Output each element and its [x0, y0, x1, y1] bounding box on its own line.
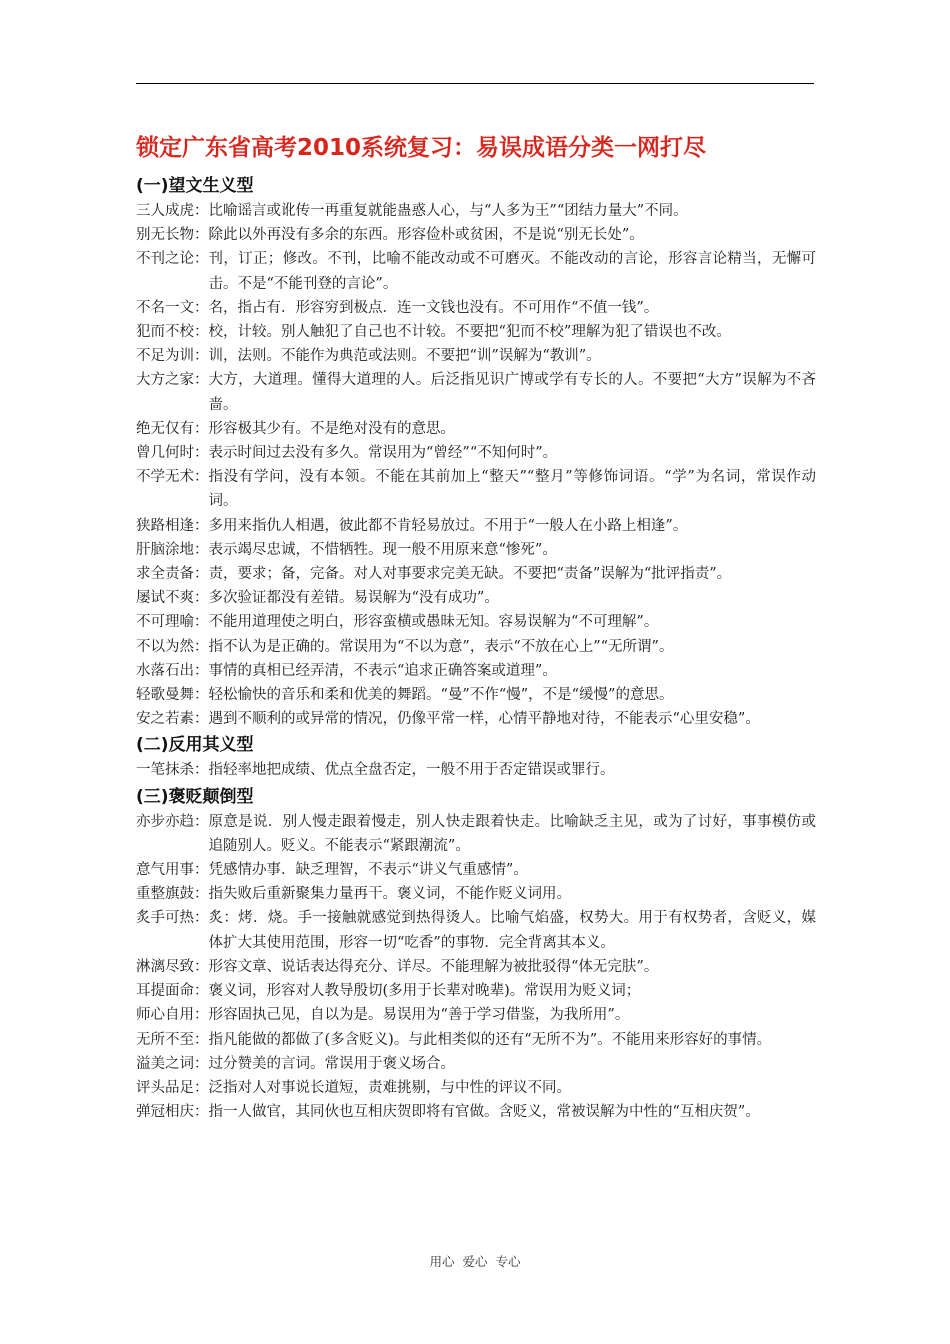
idiom-term: 轻歌曼舞：: [136, 687, 209, 704]
idiom-explanation: 指轻率地把成绩、优点全盘否定，一般不用于否定错误或罪行。: [208, 762, 615, 779]
idiom-explanation: 多用来指仇人相遇，彼此都不肯轻易放过。不用于“一般人在小路上相逢”。: [208, 517, 688, 534]
idiom-entry: [136, 635, 816, 659]
idiom-term: 曾几何时：: [136, 445, 209, 462]
idiom-term: 评头品足：: [136, 1079, 209, 1096]
header-rule: [136, 83, 814, 84]
idiom-explanation: 褒义词，形容对人教导殷切(多用于长辈对晚辈)。常误用为贬义词；: [208, 983, 641, 1000]
section-heading: (二)反用其义型: [136, 735, 254, 756]
idiom-explanation: 大方，大道理。懂得大道理的人。后泛指见识广博或学有专长的人。不要把“大方”误解为不吝啬。: [208, 372, 816, 413]
idiom-entry: [136, 465, 816, 513]
idiom-explanation: 形容文章、说话表达得充分、详尽。不能理解为被批驳得“体无完肤”。: [208, 958, 659, 975]
idiom-term: 一笔抹杀：: [136, 762, 209, 779]
idiom-entry: [136, 1100, 816, 1124]
idiom-entry: [136, 683, 816, 707]
idiom-explanation: 过分赞美的言词。常误用于褒义场合。: [208, 1055, 455, 1072]
idiom-entry: [136, 882, 816, 906]
idiom-explanation: 遇到不顺利的或异常的情况，仍像平常一样，心情平静地对待，不能表示“心里安稳”。: [208, 711, 760, 728]
idiom-term: 无所不至：: [136, 1031, 209, 1048]
idiom-entry: [136, 610, 816, 634]
idiom-explanation: 事情的真相已经弄清，不表示“追求正确答案或道理”。: [208, 662, 557, 679]
idiom-entry: [136, 199, 816, 223]
idiom-entry: [136, 538, 816, 562]
idiom-explanation: 凭感情办事．缺乏理智，不表示“讲义气重感情”。: [208, 862, 528, 879]
idiom-explanation: 炙：烤．烧。手一接触就感觉到热得烫人。比喻气焰盛，权势大。用于有权势者，含贬义，媒体扩大其使用范围，形容一切“吃香”的事物．完全背离其本义。: [208, 910, 816, 951]
page-footer: 用心 爱心 专心: [429, 1254, 521, 1269]
idiom-term: 亦步亦趋：: [136, 813, 209, 830]
idiom-entry: [136, 1003, 816, 1027]
idiom-explanation: 除此以外再没有多余的东西。形容俭朴或贫困，不是说“别无长处”。: [208, 227, 644, 244]
idiom-explanation: 指不认为是正确的。常误用为“不以为意”，表示“不放在心上”“无所谓”。: [208, 638, 674, 655]
idiom-entry: [136, 368, 816, 416]
idiom-term: 屡试不爽：: [136, 590, 209, 607]
idiom-entry: [136, 810, 816, 858]
document-title: 锁定广东省高考2010系统复习：易误成语分类一网打尽: [136, 135, 707, 161]
idiom-explanation: 指一人做官，其同伙也互相庆贺即将有官做。含贬义，常被误解为中性的“互相庆贺”。: [208, 1104, 760, 1121]
idiom-explanation: 轻松愉快的音乐和柔和优美的舞蹈。“曼”不作“慢”，不是“缓慢”的意思。: [208, 687, 674, 704]
idiom-term: 不以为然：: [136, 638, 209, 655]
idiom-term: 犯而不校：: [136, 324, 209, 341]
idiom-term: 意气用事：: [136, 862, 209, 879]
idiom-explanation: 指凡能做的都做了(多含贬义)。与此相类似的还有“无所不为”。不能用来形容好的事情。: [208, 1031, 772, 1048]
idiom-explanation: 训，法则。不能作为典范或法则。不要把“训”误解为“教训”。: [208, 348, 601, 365]
idiom-entry: [136, 979, 816, 1003]
idiom-term: 三人成虎：: [136, 203, 209, 219]
idiom-term: 求全责备：: [136, 566, 209, 583]
idiom-entry: [136, 344, 816, 368]
idiom-term: 不刊之论：: [136, 251, 209, 268]
idiom-term: 重整旗鼓：: [136, 886, 209, 903]
idiom-term: 大方之家：: [136, 372, 209, 389]
idiom-term: 淋漓尽致：: [136, 958, 209, 975]
idiom-explanation: 刊，订正；修改。不刊，比喻不能改动或不可磨灭。不能改动的言论，形容言论精当，无懈可击。不是“不能刊登的言论”。: [208, 251, 816, 292]
idiom-term: 溢美之词：: [136, 1055, 209, 1072]
idiom-explanation: 名，指占有．形容穷到极点．连一文钱也没有。不可用作“不值一钱”。: [208, 299, 659, 316]
idiom-entry: [136, 955, 816, 979]
idiom-term: 别无长物：: [136, 227, 209, 244]
idiom-explanation: 校，计较。别人触犯了自己也不计较。不要把“犯而不校”理解为犯了错误也不改。: [208, 324, 731, 341]
idiom-explanation: 不能用道理使之明白，形容蛮横或愚昧无知。容易误解为“不可理解”。: [208, 614, 659, 631]
idiom-explanation: 泛指对人对事说长道短，责难挑剔，与中性的评议不同。: [208, 1079, 571, 1096]
section-heading: (三)褒贬颠倒型: [136, 786, 254, 807]
idiom-explanation: 多次验证都没有差错。易误解为“没有成功”。: [208, 590, 499, 607]
idiom-entry: [136, 223, 816, 247]
idiom-term: 弹冠相庆：: [136, 1104, 209, 1121]
idiom-term: 不足为训：: [136, 348, 209, 365]
idiom-term: 不学无术：: [136, 469, 209, 486]
idiom-term: 安之若素：: [136, 711, 209, 728]
idiom-entry: [136, 659, 816, 683]
idiom-term: 耳提面命：: [136, 983, 209, 1000]
sections-container: [136, 174, 816, 1124]
idiom-term: 绝无仅有：: [136, 420, 209, 437]
idiom-term: 水落石出：: [136, 662, 209, 679]
idiom-term: 不可理喻：: [136, 614, 209, 631]
idiom-explanation: 形容极其少有。不是绝对没有的意思。: [208, 420, 455, 437]
idiom-term: 师心自用：: [136, 1007, 209, 1024]
idiom-entry: [136, 441, 816, 465]
idiom-term: 炙手可热：: [136, 910, 209, 927]
idiom-explanation: 表示时间过去没有多久。常误用为“曾经”“不知何时”。: [208, 445, 558, 462]
idiom-entry: [136, 562, 816, 586]
idiom-entry: [136, 247, 816, 295]
idiom-explanation: 比喻谣言或讹传一再重复就能蛊惑人心，与“人多为王”“团结力量大”不同。: [208, 203, 688, 219]
idiom-entry: [136, 858, 816, 882]
idiom-entry: [136, 417, 816, 441]
idiom-entry: [136, 707, 816, 731]
idiom-term: 肝脑涂地：: [136, 541, 209, 558]
idiom-entry: [136, 296, 816, 320]
idiom-term: 狭路相逢：: [136, 517, 209, 534]
idiom-entry: [136, 320, 816, 344]
section-heading: (一)望文生义型: [136, 176, 254, 196]
idiom-explanation: 原意是说．别人慢走跟着慢走，别人快走跟着快走。比喻缺乏主见，或为了讨好，事事模仿或追随别人。贬义。不能表示“紧跟潮流”。: [208, 813, 816, 854]
idiom-entry: [136, 906, 816, 954]
idiom-term: 不名一文：: [136, 299, 209, 316]
idiom-explanation: 形容固执己见，自以为是。易误用为“善于学习借鉴，为我所用”。: [208, 1007, 630, 1024]
idiom-entry: [136, 758, 816, 782]
idiom-entry: [136, 514, 816, 538]
idiom-explanation: 指失败后重新聚集力量再干。褒义词，不能作贬义词用。: [208, 886, 571, 903]
idiom-entry: [136, 1076, 816, 1100]
document-body: [136, 128, 816, 1124]
idiom-explanation: 指没有学问，没有本领。不能在其前加上“整天”“整月”等修饰词语。“学”为名词，常误作动词。: [208, 469, 816, 510]
idiom-entry: [136, 1052, 816, 1076]
idiom-entry: [136, 1028, 816, 1052]
idiom-explanation: 表示竭尽忠诚，不惜牺牲。现一般不用原来意“惨死”。: [208, 541, 557, 558]
idiom-entry: [136, 586, 816, 610]
idiom-explanation: 责，要求；备，完备。对人对事要求完美无缺。不要把“责备”误解为“批评指责”。: [208, 566, 732, 583]
